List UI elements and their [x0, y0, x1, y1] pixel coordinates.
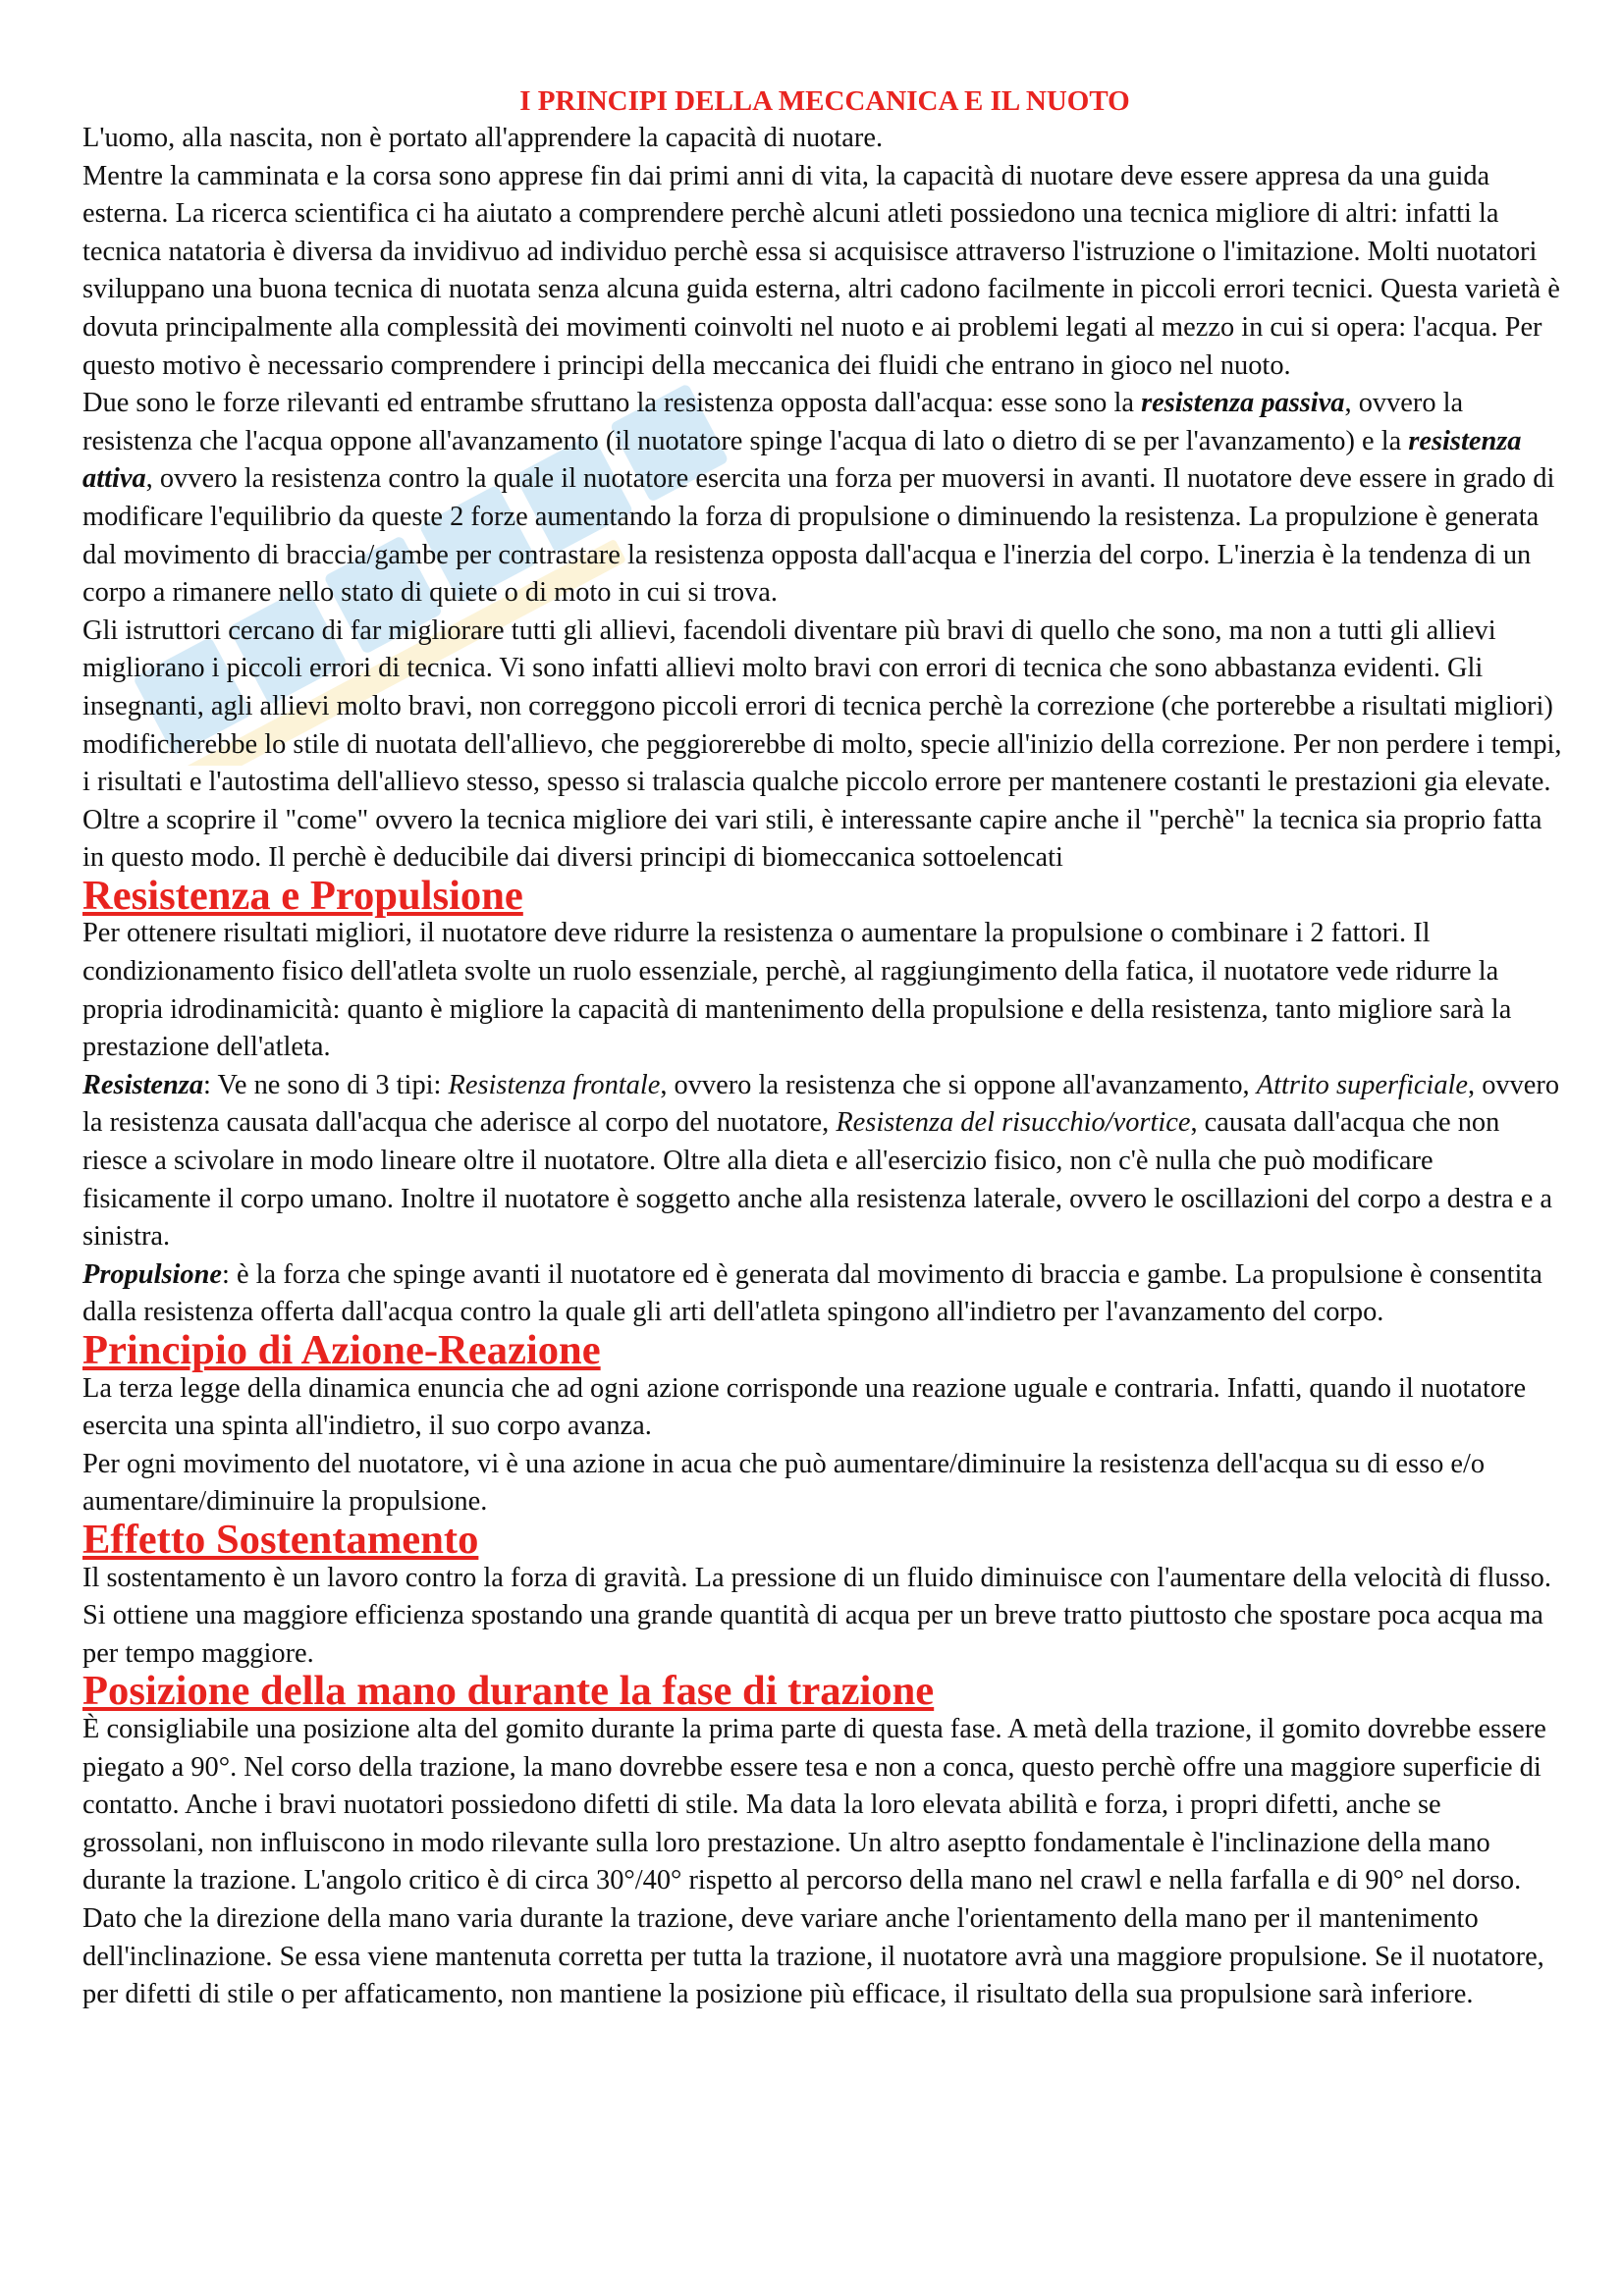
intro-paragraph-4: Gli istruttori cercano di far migliorare tutti gli allievi, facendoli diventare più bravi di quello che sono, ma non a tutti gli allievi migliorano i piccoli errori di tecnica. Vi sono infatti allievi molto bravi con errori di tecnica che sono abbastanza evidenti. Gli insegnanti, agli allievi molto bravi, non correggono piccoli errori di tecnica perchè la correzione (che porterebbe a risultati migliori) modificherebbe lo stile di nuotata dell'allievo, che peggiorerebbe di molto, specie all'inizio della correzione. Per non perdere i tempi, i risultati e l'autostima dell'allievo stesso, spesso si tralascia qualche piccolo errore per mantenere costanti le prestazioni gia elevate.: [82, 614, 1562, 798]
text-run: , ovvero la resistenza che si oppone all'avanzamento,: [660, 1069, 1257, 1100]
document-body: [82, 82, 1567, 2014]
section-heading-resistenza-propulsione: Resistenza e Propulsione: [82, 872, 523, 919]
section-heading-azione-reazione: Principio di Azione-Reazione: [82, 1327, 601, 1373]
text-run: , causata dall'acqua che non riesce a scivolare in modo lineare oltre il nuotatore. Oltre alla dieta e all'esercizio fisico, non c'è nulla che può modificare fisicamente il corpo umano. Inoltre il nuotatore è soggetto anche alla resistenza laterale, ovvero le oscillazioni del corpo a destra e a sinistra.: [82, 1107, 1552, 1253]
section-heading-effetto-sostentamento: Effetto Sostentamento: [82, 1516, 479, 1563]
text-run: : Ve ne sono di 3 tipi:: [203, 1069, 449, 1100]
page-title: I PRINCIPI DELLA MECCANICA E IL NUOTO: [519, 85, 1130, 117]
section-heading-posizione-mano: Posizione della mano durante la fase di trazione: [82, 1668, 935, 1715]
term-resistenza: Resistenza: [82, 1069, 204, 1100]
section-2-paragraph-1: La terza legge della dinamica enuncia che ad ogni azione corrisponde una reazione uguale e contraria. Infatti, quando il nuotatore esercita una spinta all'indietro, il suo corpo avanza.: [82, 1372, 1527, 1442]
text-run: , ovvero la resistenza causata dall'acqua che aderisce al corpo del nuotatore,: [82, 1069, 1560, 1139]
intro-paragraph-3: [82, 385, 1567, 613]
intro-paragraph-2: Mentre la camminata e la corsa sono apprese fin dai primi anni di vita, la capacità di nuotare deve essere appresa da una guida esterna. La ricerca scientifica ci ha aiutato a comprendere perchè alcuni atleti possiedono una tecnica migliore di altri: infatti la tecnica natatoria è diversa da invidivuo ad individuo perchè essa si acquisisce attraverso l'istruzione o l'imitazione. Molti nuotatori sviluppano una buona tecnica di nuotata senza alcuna guida esterna, altri cadono facilmente in piccoli errori tecnici. Questa varietà è dovuta principalmente alla complessità dei movimenti coinvolti nel nuoto e ai problemi legati al mezzo in cui si opera: l'acqua. Per questo motivo è necessario comprendere i principi della meccanica dei fluidi che entrano in gioco nel nuoto.: [82, 160, 1560, 381]
term-resistenza-risucchio: Resistenza del risucchio/vortice: [836, 1107, 1191, 1139]
term-resistenza-frontale: Resistenza frontale: [448, 1069, 661, 1100]
section-1-propulsione: [82, 1256, 1567, 1332]
term-propulsione: Propulsione: [82, 1258, 222, 1290]
section-4-paragraph-1: È consigliabile una posizione alta del gomito durante la prima parte di questa fase. A metà della trazione, il gomito dovrebbe essere piegato a 90°. Nel corso della trazione, la mano dovrebbe essere tesa e non a conca, questo perchè offre una maggiore superficie di contatto. Anche i bravi nuotatori possiedono difetti di stile. Ma data la loro elevata abilità e forza, i propri difetti, anche se grossolani, non influiscono in modo rilevante sulla loro prestazione. Un altro aseptto fondamentale è l'inclinazione della mano durante la trazione. L'angolo critico è di circa 30°/40° rispetto al percorso della mano nel crawl e nella farfalla e di 90° nel dorso. Dato che la direzione della mano varia durante la trazione, deve variare anche l'orientamento della mano per il mantenimento dell'inclinazione. Se essa viene mantenuta corretta per tutta la trazione, il nuotatore avrà una maggiore propulsione. Se il nuotatore, per difetti di stile o per affaticamento, non mantiene la posizione più efficace, il risultato della sua propulsione sarà inferiore.: [82, 1713, 1546, 2010]
text-run: , ovvero la resistenza che l'acqua oppone all'avanzamento (il nuotatore spinge l'acqua di lato o dietro di se per l'avanzamento) e la: [82, 388, 1464, 456]
section-2-paragraph-2: Per ogni movimento del nuotatore, vi è una azione in acua che può aumentare/diminuire la resistenza dell'acqua su di esso e/o aumentare/diminuire la propulsione.: [82, 1448, 1486, 1518]
term-resistenza-passiva: resistenza passiva: [1141, 388, 1345, 419]
text-run: Due sono le forze rilevanti ed entrambe sfruttano la resistenza opposta dall'acqua: esse sono la: [82, 388, 1142, 419]
intro-paragraph-1: L'uomo, alla nascita, non è portato all'apprendere la capacità di nuotare.: [82, 123, 884, 153]
section-1-resistenza: [82, 1067, 1567, 1256]
term-attrito-superficiale: Attrito superficiale: [1256, 1069, 1469, 1100]
text-run: , ovvero la resistenza contro la quale il nuotatore esercita una forza per muoversi in avanti. Il nuotatore deve essere in grado di modificare l'equilibrio da queste 2 forze aumentando la forza di propulsione o diminuendo la resistenza. La propulzione è generata dal movimento di braccia/gambe per contrastare la resistenza opposta dall'acqua e l'inerzia del corpo. L'inerzia è la tendenza di un corpo a rimanere nello stato di quiete o di moto in cui si trova.: [82, 463, 1555, 609]
intro-paragraph-5: Oltre a scoprire il "come" ovvero la tecnica migliore dei vari stili, è interessante capire anche il "perchè" la tecnica sia proprio fatta in questo modo. Il perchè è deducibile dai diversi principi di biomeccanica sottoelencati: [82, 804, 1542, 874]
term-resistenza-attiva: resistenza attiva: [82, 425, 1522, 495]
text-run: : è la forza che spinge avanti il nuotatore ed è generata dal movimento di braccia e gambe. La propulsione è consentita dalla resistenza offerta dall'acqua contro la quale gli arti dell'atleta spingono all'indietro per l'avanzamento del corpo.: [82, 1258, 1542, 1328]
section-1-paragraph-1: Per ottenere risultati migliori, il nuotatore deve ridurre la resistenza o aumentare la propulsione o combinare i 2 fattori. Il condizionamento fisico dell'atleta svolte un ruolo essenziale, perchè, al raggiungimento della fatica, il nuotatore vede ridurre la propria idrodinamicità: quanto è migliore la capacità di mantenimento della propulsione e della resistenza, tanto migliore sarà la prestazione dell'atleta.: [82, 918, 1512, 1063]
section-3-paragraph-1: Il sostentamento è un lavoro contro la forza di gravità. La pressione di un fluido diminuisce con l'aumentare della velocità di flusso. Si ottiene una maggiore efficienza spostando una grande quantità di acqua per un breve tratto piuttosto che spostare poca acqua ma per tempo maggiore.: [82, 1562, 1551, 1669]
